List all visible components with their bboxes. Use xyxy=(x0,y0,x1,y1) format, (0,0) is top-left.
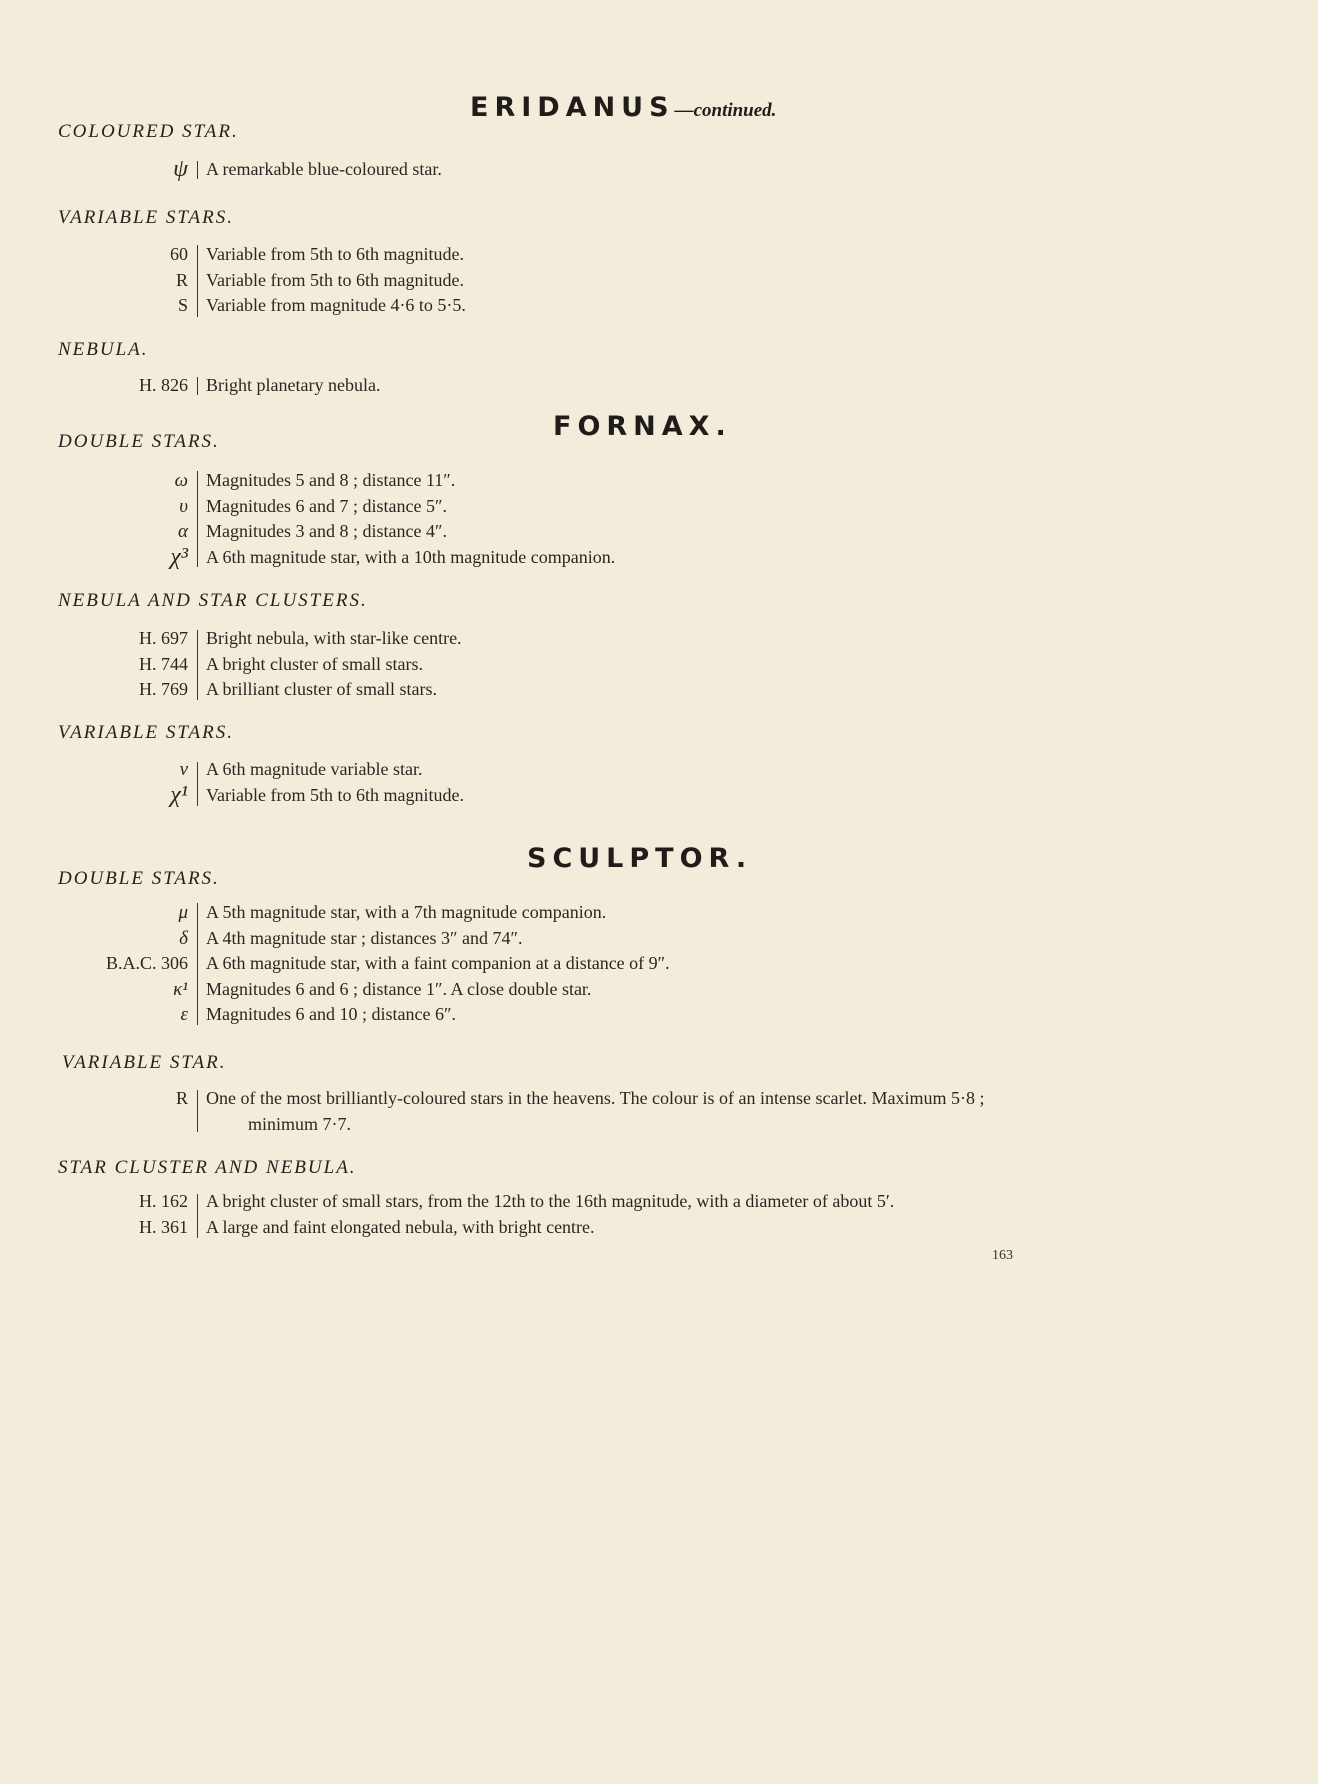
section-title: COLOURED STAR. xyxy=(58,121,239,142)
entry-description: Magnitudes 6 and 6 ; distance 1″. A close double star. xyxy=(206,978,592,999)
bracket-rule xyxy=(197,161,198,179)
entry-key: χ¹ xyxy=(170,781,188,808)
entry-description: A remarkable blue-coloured star. xyxy=(206,159,442,179)
entry-key: R xyxy=(175,1088,188,1108)
bracket-rule xyxy=(197,1194,198,1238)
entry-key: R xyxy=(175,269,188,290)
section-title: STAR CLUSTER AND NEBULA. xyxy=(58,1157,357,1178)
entry-description: A large and faint elongated nebula, with bright centre. xyxy=(206,1216,595,1237)
entry-list xyxy=(0,757,1318,808)
constellation-heading: FORNAX. xyxy=(553,411,732,442)
entry-description: A bright cluster of small stars. xyxy=(206,653,423,674)
entry-description: Bright nebula, with star-like centre. xyxy=(206,628,462,648)
entry-key: H. 769 xyxy=(139,679,188,699)
entry-description: Magnitudes 3 and 8 ; distance 4″. xyxy=(206,521,447,541)
entry-key: α xyxy=(178,521,188,542)
entry-description: A bright cluster of small stars, from the 12th to the 16th magnitude, with a diameter of about 5′. xyxy=(206,1191,895,1211)
entry-key: 60 xyxy=(170,244,188,264)
entry-description: minimum 7·7. xyxy=(248,1113,351,1134)
section-title: NEBULA AND STAR CLUSTERS. xyxy=(58,590,368,611)
entry-key: χ³ xyxy=(170,543,188,570)
bracket-rule xyxy=(197,1090,198,1132)
entry-key: H. 826 xyxy=(139,375,188,395)
entry-description: Magnitudes 5 and 8 ; distance 11″. xyxy=(206,470,456,490)
entry-description: A brilliant cluster of small stars. xyxy=(206,679,437,699)
entry-key: δ xyxy=(179,927,188,949)
entry-description: Magnitudes 6 and 10 ; distance 6″. xyxy=(206,1004,456,1024)
entry-key: υ xyxy=(179,495,188,517)
entry-key: H. 697 xyxy=(139,628,188,648)
entry-description: A 5th magnitude star, with a 7th magnitude companion. xyxy=(206,902,607,922)
entry-description: Variable from 5th to 6th magnitude. xyxy=(206,244,464,264)
entry-key: ε xyxy=(180,1004,188,1025)
entry-description: Variable from magnitude 4·6 to 5·5. xyxy=(206,295,466,315)
entry-key: H. 361 xyxy=(139,1216,188,1237)
entry-list xyxy=(0,242,1318,319)
entry-description: A 6th magnitude star, with a faint companion at a distance of 9″. xyxy=(206,953,670,973)
bracket-rule xyxy=(197,471,198,567)
entry-description: Variable from 5th to 6th magnitude. xyxy=(206,784,464,805)
entry-list xyxy=(0,1189,1318,1240)
page-heading xyxy=(470,92,776,123)
entry-key: B.A.C. 306 xyxy=(105,953,188,973)
section-title: VARIABLE STARS. xyxy=(58,722,234,743)
bracket-rule xyxy=(197,903,198,1025)
entry-description: A 6th magnitude star, with a 10th magnitude companion. xyxy=(206,546,616,567)
entry-key: ω xyxy=(174,470,188,491)
entry-key: ψ xyxy=(173,156,188,182)
entry-list xyxy=(0,373,1318,399)
entry-description: Variable from 5th to 6th magnitude. xyxy=(206,269,464,290)
section-title: NEBULA. xyxy=(58,339,149,360)
section-title: DOUBLE STARS. xyxy=(58,431,220,452)
entry-list xyxy=(0,900,1318,1028)
section-title: VARIABLE STARS. xyxy=(58,207,234,228)
continued-label: —continued. xyxy=(674,100,777,121)
entry-key: κ¹ xyxy=(173,978,188,1000)
entry-description: One of the most brilliantly-coloured stars in the heavens. The colour is of an intense scarlet. Maximum 5·8 ; xyxy=(206,1088,985,1108)
bracket-rule xyxy=(197,630,198,700)
bracket-rule xyxy=(197,245,198,317)
entry-description: Magnitudes 6 and 7 ; distance 5″. xyxy=(206,495,447,516)
entry-key: S xyxy=(177,295,188,315)
entry-key: ν xyxy=(179,759,188,780)
entry-list xyxy=(0,468,1318,570)
constellation-heading: SCULPTOR. xyxy=(527,843,753,874)
entry-key: H. 744 xyxy=(139,653,188,674)
bracket-rule xyxy=(197,377,198,395)
entry-description: A 6th magnitude variable star. xyxy=(206,759,423,779)
entry-description: A 4th magnitude star ; distances 3″ and 74″. xyxy=(206,927,523,948)
constellation-name: ERIDANUS xyxy=(470,92,675,123)
entry-list xyxy=(0,157,1318,183)
entry-key: H. 162 xyxy=(139,1191,188,1211)
section-title: VARIABLE STAR. xyxy=(62,1052,227,1073)
page-number: 163 xyxy=(992,1248,1013,1263)
section-title: DOUBLE STARS. xyxy=(58,868,220,889)
entry-list xyxy=(0,1086,1318,1137)
bracket-rule xyxy=(197,762,198,806)
entry-list xyxy=(0,626,1318,703)
entry-key: μ xyxy=(178,902,188,923)
entry-description: Bright planetary nebula. xyxy=(206,375,381,395)
